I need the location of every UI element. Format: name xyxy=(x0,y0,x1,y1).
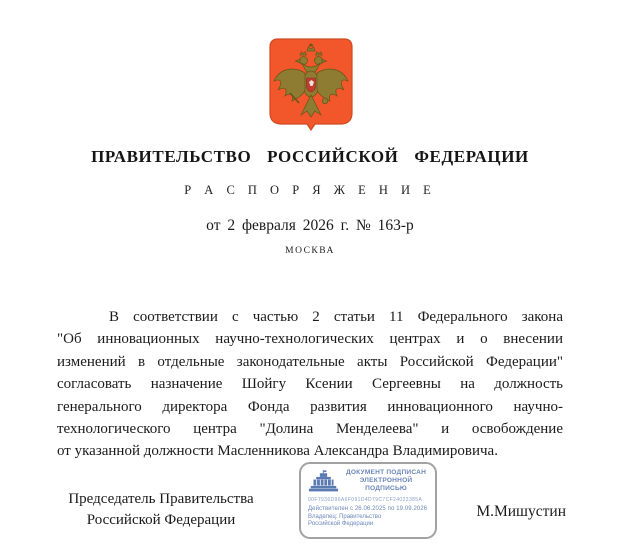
stamp-title-line1: ДОКУМЕНТ ПОДПИСАН xyxy=(345,469,427,476)
stamp-owner: Владелец: Правительство Российской Федерации xyxy=(308,513,382,527)
electronic-signature-stamp xyxy=(299,462,437,539)
stamp-certificate-number: 00F7936D96A6F091D4D79C7CF24023385A xyxy=(308,497,423,503)
signer-title-line1: Председатель Правительства xyxy=(68,491,254,507)
stamp-validity-dates: Действителен с 26.06.2025 по 19.09.2026 xyxy=(308,505,428,512)
signer-title-line2: Российской Федерации xyxy=(86,512,236,528)
stamp-title-line2: ЭЛЕКТРОННОЙ ПОДПИСЬЮ xyxy=(359,477,413,492)
body-text-line: генерального директора Фонда развития инновационного научно- xyxy=(57,398,563,415)
coat-of-arms-icon xyxy=(265,37,357,134)
government-building-icon xyxy=(308,470,339,492)
decree-body-text xyxy=(57,306,563,463)
stamp-title xyxy=(344,469,428,493)
signer-name: М.Мишустин xyxy=(476,503,566,520)
city-label: МОСКВА xyxy=(285,246,335,256)
body-text-line: изменений в отдельные законодательные акты Российской Федерации" xyxy=(57,353,563,370)
body-text-line: от указанной должности Масленникова Александра Владимировича. xyxy=(57,443,498,460)
body-text-line: "Об инновационных научно-технологических центрах и о внесении xyxy=(57,331,563,348)
stamp-header xyxy=(308,469,428,493)
government-title: ПРАВИТЕЛЬСТВО РОССИЙСКОЙ ФЕДЕРАЦИИ xyxy=(91,147,529,166)
body-text-line: технологического центра "Долина Менделеева" и освобождение xyxy=(57,421,563,438)
body-text-line: В соответствии с частью 2 статьи 11 Федерального закона xyxy=(109,309,563,325)
document-type-label: Р А С П О Р Я Ж Е Н И Е xyxy=(184,183,436,197)
signer-position-title xyxy=(62,489,260,531)
body-text-line: согласовать назначение Шойгу Ксении Сергеевны на должность xyxy=(57,376,563,393)
date-and-number-line: от 2 февраля 2026 г. № 163-р xyxy=(206,217,414,234)
russian-coat-of-arms-emblem xyxy=(265,37,357,134)
